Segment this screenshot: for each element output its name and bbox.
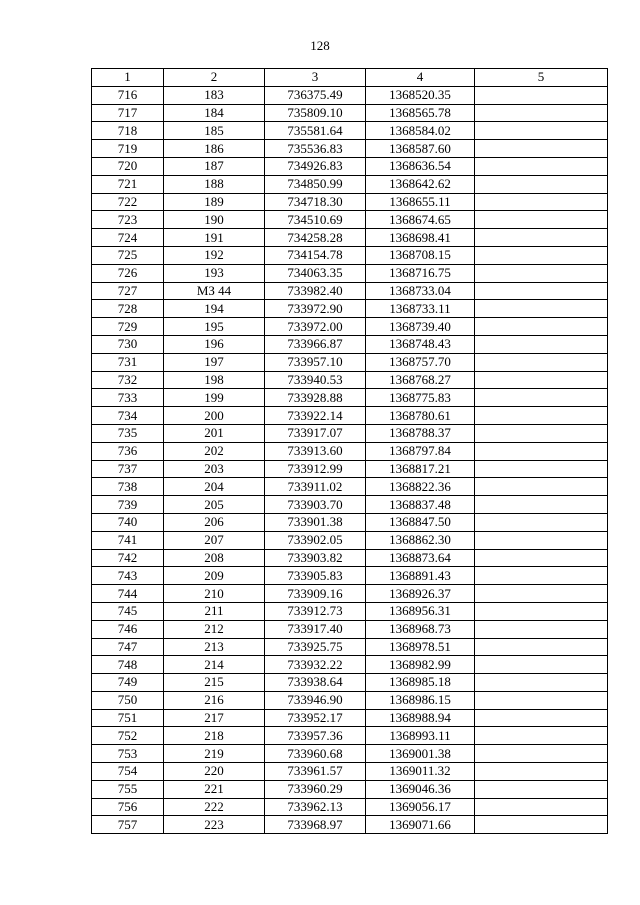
table-cell: 192 <box>164 246 265 264</box>
table-row <box>92 513 608 531</box>
table-cell: 733912.73 <box>265 602 366 620</box>
table-cell: 738 <box>92 478 164 496</box>
table-cell: 1368748.43 <box>366 335 475 353</box>
table-cell <box>475 567 608 585</box>
table-cell <box>475 122 608 140</box>
table-cell: 187 <box>164 157 265 175</box>
table-row <box>92 389 608 407</box>
table-row <box>92 549 608 567</box>
table-cell: 1368636.54 <box>366 157 475 175</box>
table-cell: 726 <box>92 264 164 282</box>
table-cell: 1368986.15 <box>366 691 475 709</box>
table-cell: 205 <box>164 496 265 514</box>
table-cell: 733946.90 <box>265 691 366 709</box>
table-cell: 209 <box>164 567 265 585</box>
table-cell: 717 <box>92 104 164 122</box>
table-cell: 186 <box>164 140 265 158</box>
table-row <box>92 798 608 816</box>
table-cell <box>475 264 608 282</box>
table-cell: 1369001.38 <box>366 745 475 763</box>
table-cell <box>475 763 608 781</box>
table-cell: 1368862.30 <box>366 531 475 549</box>
table-row <box>92 602 608 620</box>
table-row <box>92 371 608 389</box>
table-cell: 184 <box>164 104 265 122</box>
table-header <box>92 69 608 87</box>
page-number: 128 <box>310 38 330 53</box>
table-cell: 200 <box>164 407 265 425</box>
table-cell: 733917.07 <box>265 424 366 442</box>
table-cell: 733961.57 <box>265 763 366 781</box>
table-cell: 1368768.27 <box>366 371 475 389</box>
table-row <box>92 424 608 442</box>
table-cell: 731 <box>92 353 164 371</box>
table-cell: 1368520.35 <box>366 86 475 104</box>
table-row <box>92 104 608 122</box>
table-cell <box>475 620 608 638</box>
table-cell: 733911.02 <box>265 478 366 496</box>
table-cell: 202 <box>164 442 265 460</box>
table-cell: 734 <box>92 407 164 425</box>
table-cell: 733903.70 <box>265 496 366 514</box>
table-cell: 1368733.04 <box>366 282 475 300</box>
table-cell: 1368788.37 <box>366 424 475 442</box>
table-row <box>92 460 608 478</box>
table-cell: 1368716.75 <box>366 264 475 282</box>
table-cell <box>475 549 608 567</box>
table-cell <box>475 175 608 193</box>
table-cell: 1368733.11 <box>366 300 475 318</box>
table-row <box>92 86 608 104</box>
table-cell: 735 <box>92 424 164 442</box>
table-cell: 222 <box>164 798 265 816</box>
table-cell: 721 <box>92 175 164 193</box>
table-cell <box>475 816 608 834</box>
table-cell <box>475 531 608 549</box>
table-cell: 1368565.78 <box>366 104 475 122</box>
table-cell: 190 <box>164 211 265 229</box>
table-cell: 199 <box>164 389 265 407</box>
table-cell: 754 <box>92 763 164 781</box>
table-cell <box>475 798 608 816</box>
table-cell: 1368775.83 <box>366 389 475 407</box>
table-cell <box>475 442 608 460</box>
table-cell: 1368698.41 <box>366 229 475 247</box>
table-cell: 733 <box>92 389 164 407</box>
table-cell: 734154.78 <box>265 246 366 264</box>
table-cell: 733962.13 <box>265 798 366 816</box>
table-cell: 719 <box>92 140 164 158</box>
table-cell: 733968.97 <box>265 816 366 834</box>
table-cell: 194 <box>164 300 265 318</box>
table-cell: 733912.99 <box>265 460 366 478</box>
table-cell: 204 <box>164 478 265 496</box>
table-cell <box>475 478 608 496</box>
table-cell: 1368587.60 <box>366 140 475 158</box>
table-cell: 750 <box>92 691 164 709</box>
table-row <box>92 246 608 264</box>
table-cell: 757 <box>92 816 164 834</box>
table-cell: 733909.16 <box>265 585 366 603</box>
table-cell: 737 <box>92 460 164 478</box>
table-row <box>92 656 608 674</box>
table-cell: 730 <box>92 335 164 353</box>
table-cell: 733913.60 <box>265 442 366 460</box>
table-cell: 736 <box>92 442 164 460</box>
table-cell: МЗ 44 <box>164 282 265 300</box>
table-row <box>92 745 608 763</box>
table-cell <box>475 389 608 407</box>
table-cell: 1368822.36 <box>366 478 475 496</box>
table-cell: 734258.28 <box>265 229 366 247</box>
table-cell: 733966.87 <box>265 335 366 353</box>
table-cell <box>475 727 608 745</box>
column-header: 5 <box>475 69 608 87</box>
table-cell: 725 <box>92 246 164 264</box>
table-row <box>92 318 608 336</box>
table-cell: 733972.90 <box>265 300 366 318</box>
table-cell: 207 <box>164 531 265 549</box>
table-cell <box>475 407 608 425</box>
table-cell: 746 <box>92 620 164 638</box>
table-cell: 733960.68 <box>265 745 366 763</box>
table-cell: 203 <box>164 460 265 478</box>
table-cell: 1368985.18 <box>366 674 475 692</box>
table-cell <box>475 193 608 211</box>
table-row <box>92 353 608 371</box>
table-cell: 201 <box>164 424 265 442</box>
table-row <box>92 585 608 603</box>
table-cell <box>475 86 608 104</box>
table-cell: 1368780.61 <box>366 407 475 425</box>
table-cell: 1368968.73 <box>366 620 475 638</box>
table-cell: 716 <box>92 86 164 104</box>
table-cell: 1368757.70 <box>366 353 475 371</box>
table-row <box>92 442 608 460</box>
table-cell: 723 <box>92 211 164 229</box>
table-cell: 733957.36 <box>265 727 366 745</box>
table-row <box>92 496 608 514</box>
table-cell: 1368837.48 <box>366 496 475 514</box>
table-cell: 733982.40 <box>265 282 366 300</box>
table-cell: 195 <box>164 318 265 336</box>
table-cell: 1368739.40 <box>366 318 475 336</box>
table-cell <box>475 211 608 229</box>
table-cell: 744 <box>92 585 164 603</box>
table-row <box>92 193 608 211</box>
table-cell: 189 <box>164 193 265 211</box>
table-cell: 733938.64 <box>265 674 366 692</box>
table-cell: 211 <box>164 602 265 620</box>
table-row <box>92 140 608 158</box>
column-header: 2 <box>164 69 265 87</box>
table-cell: 196 <box>164 335 265 353</box>
table-cell: 727 <box>92 282 164 300</box>
table-row <box>92 780 608 798</box>
table-cell <box>475 140 608 158</box>
table-cell: 734063.35 <box>265 264 366 282</box>
table-cell <box>475 780 608 798</box>
table-cell: 739 <box>92 496 164 514</box>
table-cell: 733972.00 <box>265 318 366 336</box>
table-cell: 734850.99 <box>265 175 366 193</box>
table-cell <box>475 104 608 122</box>
table-cell: 733901.38 <box>265 513 366 531</box>
table-cell: 1368873.64 <box>366 549 475 567</box>
table-row <box>92 300 608 318</box>
table-body <box>92 86 608 833</box>
table-cell: 1368674.65 <box>366 211 475 229</box>
column-header: 4 <box>366 69 475 87</box>
table-cell: 740 <box>92 513 164 531</box>
table-cell <box>475 318 608 336</box>
table-cell: 1368926.37 <box>366 585 475 603</box>
table-cell <box>475 246 608 264</box>
table-cell: 733940.53 <box>265 371 366 389</box>
table-cell: 733957.10 <box>265 353 366 371</box>
table-row <box>92 674 608 692</box>
table-cell: 193 <box>164 264 265 282</box>
table-cell: 752 <box>92 727 164 745</box>
table-cell: 185 <box>164 122 265 140</box>
table-row <box>92 229 608 247</box>
table-cell <box>475 691 608 709</box>
table-row <box>92 335 608 353</box>
table-cell: 1368584.02 <box>366 122 475 140</box>
table-cell: 210 <box>164 585 265 603</box>
table-row <box>92 691 608 709</box>
table-cell <box>475 353 608 371</box>
table-cell: 1368817.21 <box>366 460 475 478</box>
table-cell: 756 <box>92 798 164 816</box>
table-cell <box>475 656 608 674</box>
table-cell: 751 <box>92 709 164 727</box>
table-row <box>92 175 608 193</box>
table-cell: 733905.83 <box>265 567 366 585</box>
table-cell: 1368847.50 <box>366 513 475 531</box>
table-cell: 735581.64 <box>265 122 366 140</box>
table-cell <box>475 335 608 353</box>
table-cell <box>475 282 608 300</box>
table-cell <box>475 229 608 247</box>
table-cell: 215 <box>164 674 265 692</box>
table-cell <box>475 300 608 318</box>
table-cell: 729 <box>92 318 164 336</box>
table-cell: 733932.22 <box>265 656 366 674</box>
table-cell: 733928.88 <box>265 389 366 407</box>
table-cell <box>475 424 608 442</box>
table-row <box>92 264 608 282</box>
table-cell: 213 <box>164 638 265 656</box>
coordinates-table <box>91 68 608 834</box>
column-header: 1 <box>92 69 164 87</box>
table-row <box>92 638 608 656</box>
table-row <box>92 567 608 585</box>
table-cell: 219 <box>164 745 265 763</box>
table-cell: 745 <box>92 602 164 620</box>
table-cell: 736375.49 <box>265 86 366 104</box>
table-cell: 741 <box>92 531 164 549</box>
table-cell <box>475 709 608 727</box>
table-cell: 220 <box>164 763 265 781</box>
table-cell: 1368797.84 <box>366 442 475 460</box>
table-cell <box>475 513 608 531</box>
table-row <box>92 763 608 781</box>
table-row <box>92 620 608 638</box>
table-cell: 223 <box>164 816 265 834</box>
table-cell: 183 <box>164 86 265 104</box>
table-cell: 1368708.15 <box>366 246 475 264</box>
table-cell: 1368655.11 <box>366 193 475 211</box>
table-cell <box>475 460 608 478</box>
table-cell: 724 <box>92 229 164 247</box>
table-cell <box>475 585 608 603</box>
table-cell: 755 <box>92 780 164 798</box>
table-row <box>92 531 608 549</box>
table-cell: 221 <box>164 780 265 798</box>
table-cell: 735536.83 <box>265 140 366 158</box>
table-cell: 733960.29 <box>265 780 366 798</box>
table-cell: 733952.17 <box>265 709 366 727</box>
table-cell <box>475 638 608 656</box>
table-cell: 206 <box>164 513 265 531</box>
table-row <box>92 407 608 425</box>
table-cell: 733902.05 <box>265 531 366 549</box>
table-cell: 197 <box>164 353 265 371</box>
table-cell: 734718.30 <box>265 193 366 211</box>
table-cell: 748 <box>92 656 164 674</box>
table-cell: 733903.82 <box>265 549 366 567</box>
table-row <box>92 122 608 140</box>
table-cell: 218 <box>164 727 265 745</box>
table-cell: 742 <box>92 549 164 567</box>
table-cell: 1369046.36 <box>366 780 475 798</box>
table-cell: 733925.75 <box>265 638 366 656</box>
table-cell: 735809.10 <box>265 104 366 122</box>
table-cell: 1368956.31 <box>366 602 475 620</box>
table-row <box>92 282 608 300</box>
table-cell: 214 <box>164 656 265 674</box>
table-cell: 198 <box>164 371 265 389</box>
table-cell: 734926.83 <box>265 157 366 175</box>
table-cell: 1368891.43 <box>366 567 475 585</box>
table-cell <box>475 157 608 175</box>
table-cell <box>475 602 608 620</box>
table-row <box>92 478 608 496</box>
table-cell: 1368642.62 <box>366 175 475 193</box>
table-cell: 1368982.99 <box>366 656 475 674</box>
table-row <box>92 709 608 727</box>
table-cell: 747 <box>92 638 164 656</box>
table-row <box>92 816 608 834</box>
table-cell: 753 <box>92 745 164 763</box>
table-cell: 1368993.11 <box>366 727 475 745</box>
table-cell: 1369011.32 <box>366 763 475 781</box>
table-cell: 718 <box>92 122 164 140</box>
table-cell: 734510.69 <box>265 211 366 229</box>
table-cell <box>475 496 608 514</box>
table-cell: 191 <box>164 229 265 247</box>
table-row <box>92 727 608 745</box>
table-cell <box>475 674 608 692</box>
table-cell: 1368988.94 <box>366 709 475 727</box>
table-cell: 1369071.66 <box>366 816 475 834</box>
table-cell: 212 <box>164 620 265 638</box>
table-cell: 216 <box>164 691 265 709</box>
table-cell: 208 <box>164 549 265 567</box>
table-cell: 1368978.51 <box>366 638 475 656</box>
table-cell: 733917.40 <box>265 620 366 638</box>
table-cell: 749 <box>92 674 164 692</box>
table-cell: 722 <box>92 193 164 211</box>
table-cell <box>475 745 608 763</box>
table-cell: 732 <box>92 371 164 389</box>
header-row <box>92 69 608 87</box>
table-cell: 217 <box>164 709 265 727</box>
table-cell: 188 <box>164 175 265 193</box>
table-cell: 733922.14 <box>265 407 366 425</box>
table-cell: 1369056.17 <box>366 798 475 816</box>
table-row <box>92 211 608 229</box>
table-cell: 743 <box>92 567 164 585</box>
column-header: 3 <box>265 69 366 87</box>
table-cell: 728 <box>92 300 164 318</box>
table-cell <box>475 371 608 389</box>
table-cell: 720 <box>92 157 164 175</box>
table-row <box>92 157 608 175</box>
